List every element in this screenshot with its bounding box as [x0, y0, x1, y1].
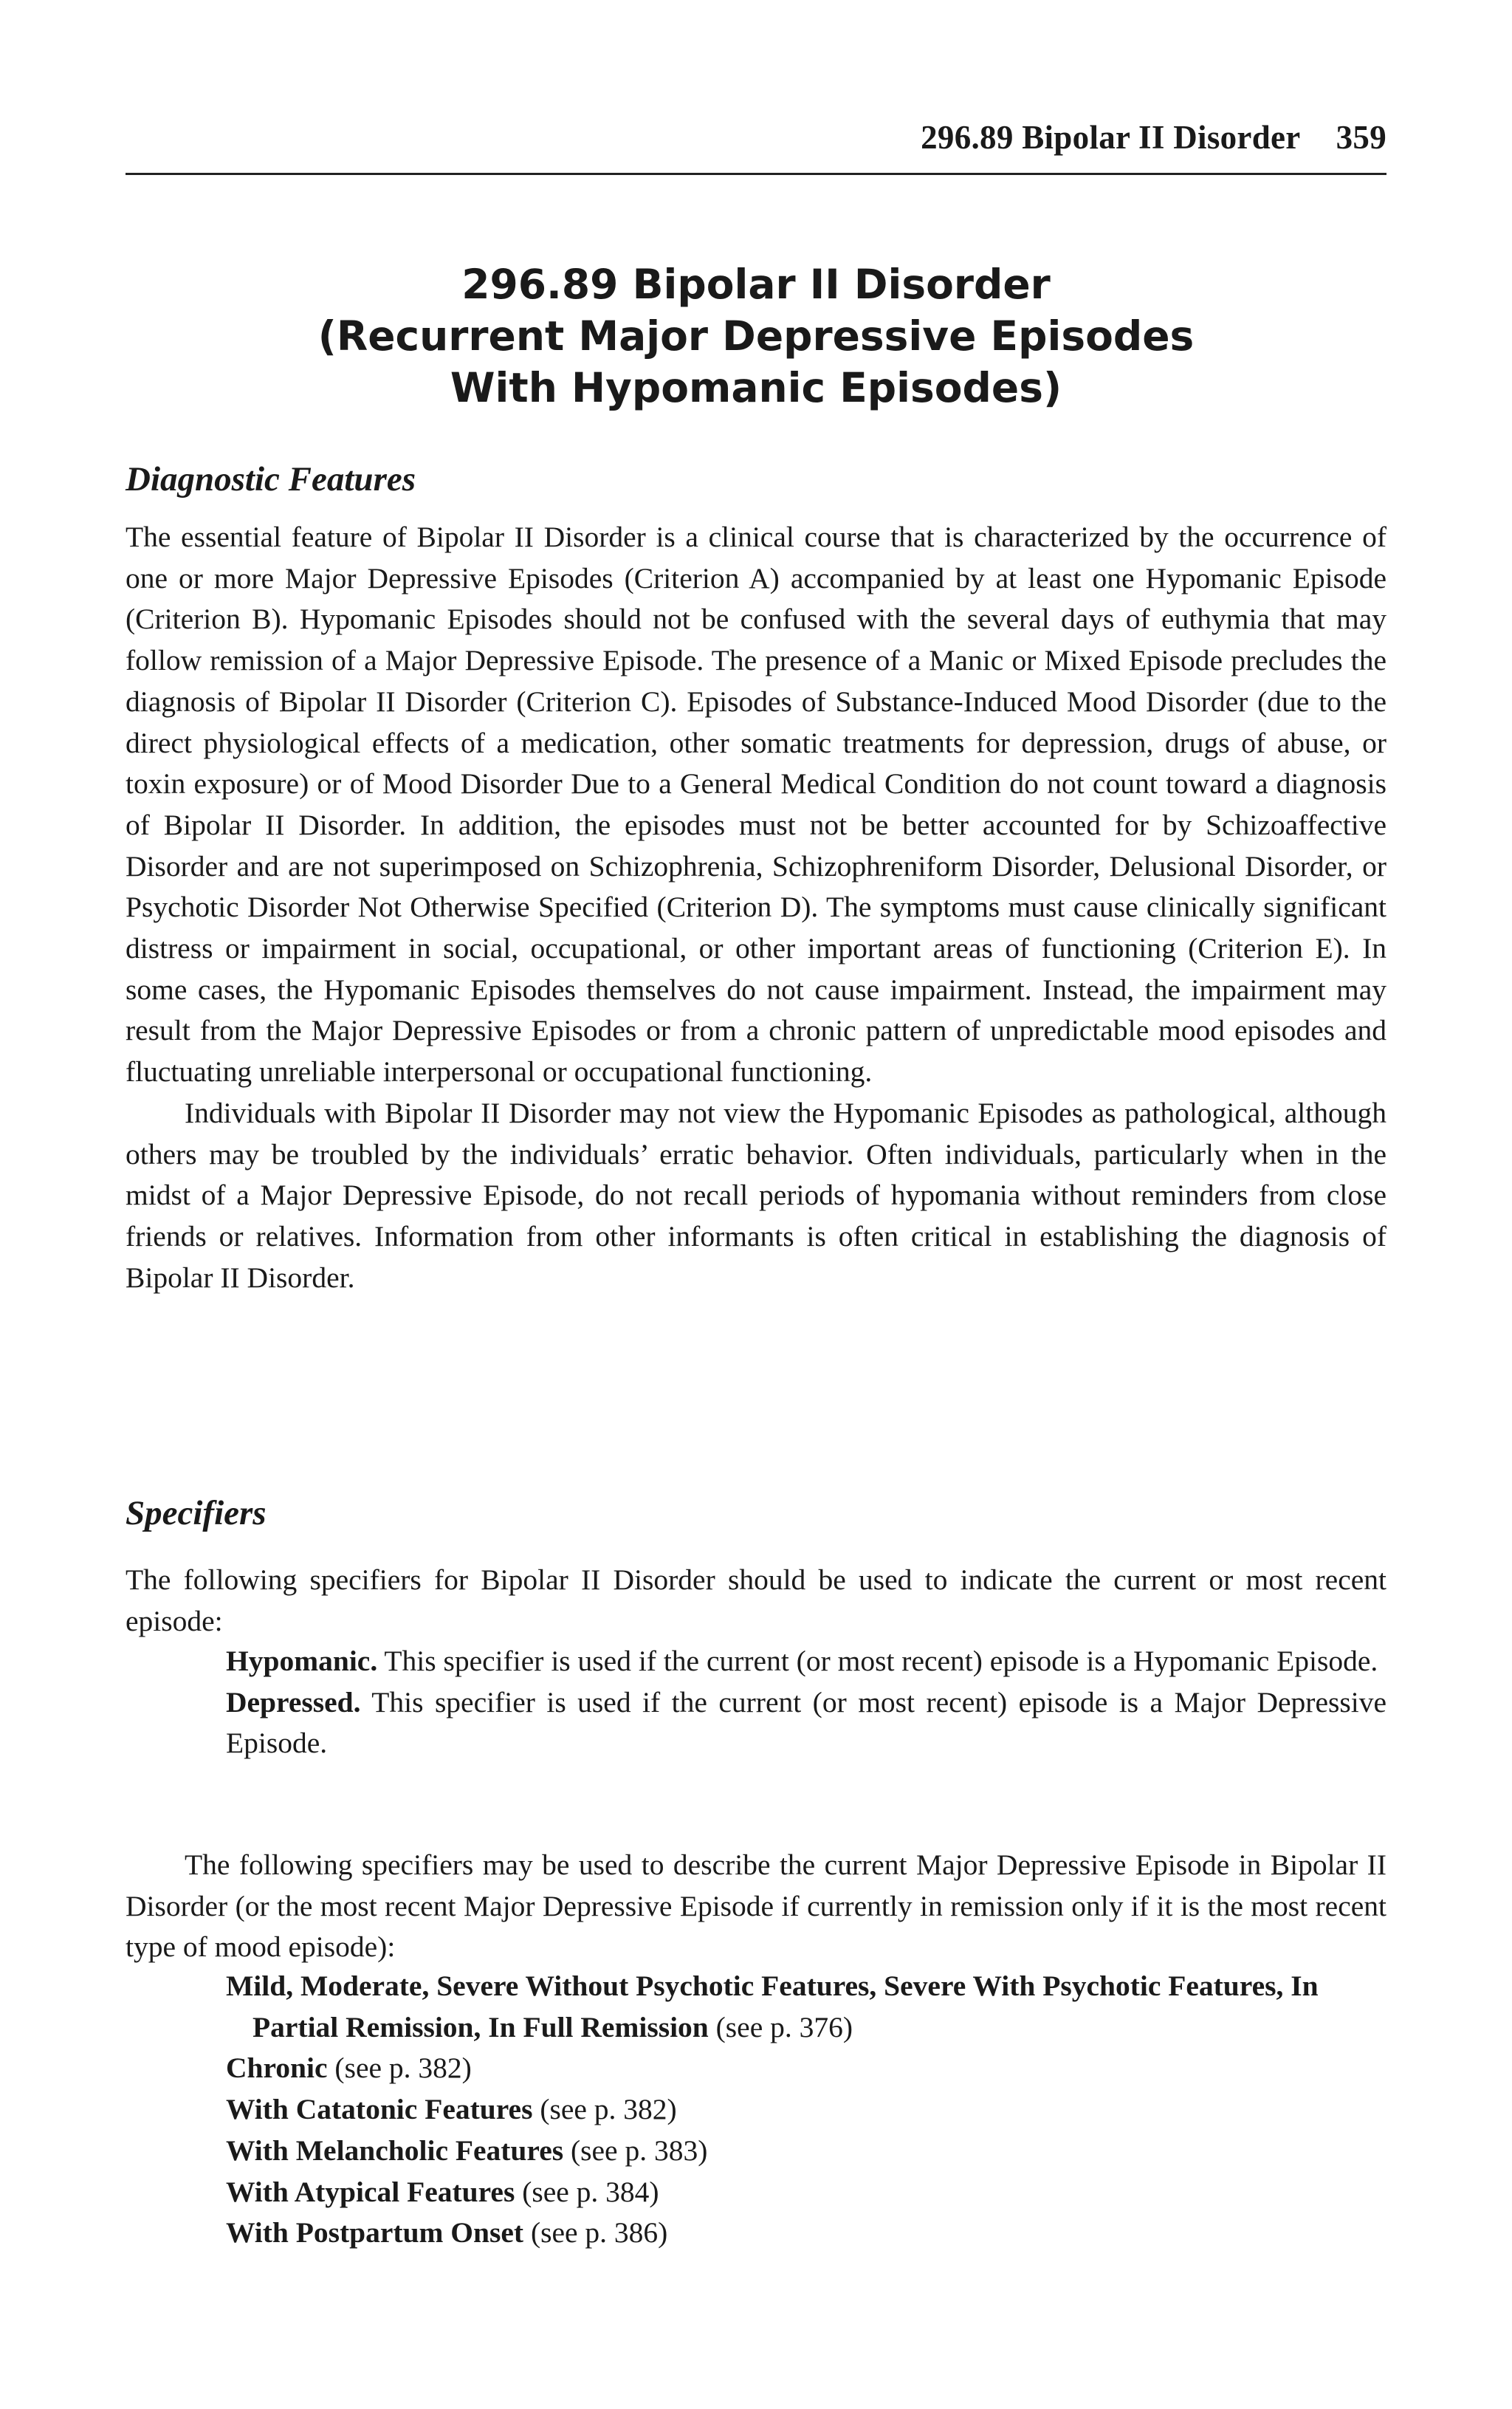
episode-specifier-item	[226, 1641, 1386, 1682]
diagnostic-features-heading: Diagnostic Features	[126, 460, 416, 498]
depressive-specifier-item	[226, 2213, 1386, 2254]
chapter-title-line-3: With Hypomanic Episodes)	[450, 364, 1062, 411]
specifier-term: With Catatonic Features	[226, 2093, 533, 2126]
chapter-title-line-1: 296.89 Bipolar II Disorder	[461, 261, 1051, 308]
specifiers-intro-text: The following specifiers for Bipolar II Disorder should be used to indicate the current or most recent episode:	[126, 1563, 1386, 1637]
running-head	[126, 118, 1386, 157]
page-reference: (see p. 382)	[334, 2052, 472, 2085]
page-reference: (see p. 383)	[571, 2134, 708, 2167]
depressive-specifier-item	[226, 2089, 1386, 2131]
depressive-specifier-item	[226, 1966, 1386, 2048]
specifier-term: With Melancholic Features	[226, 2134, 564, 2167]
specifiers-paragraph-2	[126, 1845, 1386, 1968]
page-reference: (see p. 384)	[522, 2175, 659, 2208]
page-number: 359	[1336, 119, 1386, 156]
specifier-term: With Postpartum Onset	[226, 2216, 524, 2249]
specifiers-intro	[126, 1560, 1386, 1642]
specifier-description: This specifier is used if the current (or most recent) episode is a Hypomanic Episode.	[384, 1645, 1378, 1677]
header-rule	[126, 173, 1386, 175]
page-reference: (see p. 386)	[530, 2216, 668, 2249]
chapter-title-line-2: (Recurrent Major Depressive Episodes	[317, 312, 1195, 360]
specifier-description: This specifier is used if the current (or most recent) episode is a Major Depressive Episode.	[226, 1685, 1386, 1760]
diagnostic-features-body	[126, 517, 1386, 1298]
diagnostic-features-paragraph-1: The essential feature of Bipolar II Disorder is a clinical course that is characterized by the occurrence of one or more Major Depressive Episodes (Criterion A) accompanied by at least one Hypomanic Episode (Criterion B). Hypomanic Episodes should not be confused with the several days of euthymia that may follow remission of a Major Depressive Episode. The presence of a Manic or Mixed Episode precludes the diagnosis of Bipolar II Disorder (Criterion C). Episodes of Substance-Induced Mood Disorder (due to the direct physiological effects of a medication, other somatic treatments for depression, drugs of abuse, or toxin exposure) or of Mood Disorder Due to a General Medical Condition do not count toward a diagnosis of Bipolar II Disorder. In addition, the episodes must not be better accounted for by Schizoaffective Disorder and are not superimposed on Schizophrenia, Schizophreniform Disorder, Delusional Disorder, or Psychotic Disorder Not Otherwise Specified (Criterion D). The symptoms must cause clinically significant distress or impairment in social, occupational, or other important areas of functioning (Criterion E). In some cases, the Hypomanic Episodes themselves do not cause impairment. Instead, the impairment may result from the Major Depressive Episodes or from a chronic pattern of unpredictable mood episodes and fluctuating unreliable interpersonal or occupational functioning.	[126, 521, 1386, 1089]
specifier-term: Mild, Moderate, Severe Without Psychotic Features, Severe With Psychotic Features, In Partial Remission, In Full Remission	[226, 1970, 1319, 2043]
depressive-specifier-item	[226, 2048, 1386, 2089]
episode-specifier-item	[226, 1682, 1386, 1764]
specifier-term: Chronic	[226, 2052, 328, 2085]
specifier-term: With Atypical Features	[226, 2175, 515, 2208]
depressive-specifier-item	[226, 2172, 1386, 2213]
page-reference: (see p. 376)	[715, 2010, 853, 2043]
diagnostic-features-paragraph-2: Individuals with Bipolar II Disorder may not view the Hypomanic Episodes as pathological, although others may be troubled by the individuals’ erratic behavior. Often individuals, particularly when in the midst of a Major Depressive Episode, do not recall periods of hypomania without reminders from close friends or relatives. Information from other informants is often critical in establishing the diagnosis of Bipolar II Disorder.	[126, 1096, 1386, 1294]
chapter-title	[126, 258, 1386, 414]
page-reference: (see p. 382)	[540, 2093, 677, 2126]
specifier-term: Hypomanic.	[226, 1645, 378, 1677]
depressive-specifier-list	[226, 1966, 1386, 2254]
specifiers-paragraph-2-text: The following specifiers may be used to describe the current Major Depressive Episode in Bipolar II Disorder (or the most recent Major Depressive Episode if currently in remission only if it is the most recent type of mood episode):	[126, 1848, 1386, 1964]
specifiers-heading: Specifiers	[126, 1494, 267, 1532]
specifier-term: Depressed.	[226, 1685, 361, 1718]
running-head-title: 296.89 Bipolar II Disorder	[921, 119, 1301, 156]
depressive-specifier-item	[226, 2131, 1386, 2172]
episode-specifier-list	[226, 1641, 1386, 1764]
